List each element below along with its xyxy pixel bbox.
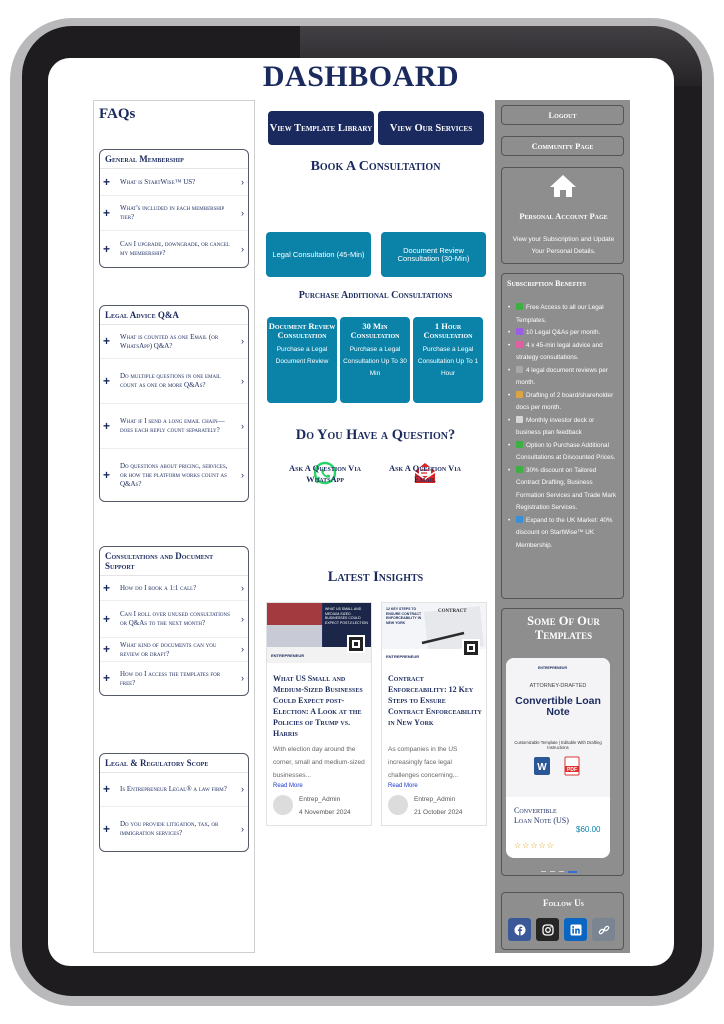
chevron-right-icon: ›: [241, 207, 244, 218]
instagram-icon[interactable]: [536, 918, 559, 941]
chevron-right-icon: ›: [241, 243, 244, 254]
chevron-right-icon: ›: [241, 582, 244, 593]
faq-group-title: General Membership: [100, 150, 248, 169]
faq-question[interactable]: + What kind of documents can you review or draft? ›: [100, 638, 248, 662]
plus-icon: +: [103, 241, 111, 256]
insight-date: 21 October 2024: [414, 809, 463, 816]
insight-card[interactable]: [266, 602, 372, 826]
template-subtitle: Customizable Template | Editable With Drafting Instructions: [514, 740, 602, 750]
document-review-button[interactable]: Document Review Consultation (30-Min): [381, 232, 486, 277]
plus-icon: +: [103, 373, 111, 388]
main-column: [254, 100, 495, 953]
facebook-icon[interactable]: [508, 918, 531, 941]
template-name[interactable]: Convertible Loan Note (US): [514, 806, 569, 825]
svg-text:PDF: PDF: [567, 767, 577, 773]
consult-document-review[interactable]: Document Review Consultation Purchase a Legal Document Review: [267, 317, 337, 403]
faq-group-title: Consultations and Document Support: [100, 547, 248, 576]
benefits-title: Subscription Benefits: [507, 279, 587, 288]
benefits-list: [502, 288, 623, 552]
plus-icon: +: [103, 611, 111, 626]
template-preview: [506, 658, 610, 797]
plus-icon: +: [103, 782, 111, 796]
faq-question[interactable]: + How do I access the templates for free? ›: [103, 669, 244, 687]
chevron-right-icon: ›: [241, 336, 244, 346]
faq-question[interactable]: + Can I roll over unused consultations or Q&As to the next month? ›: [100, 601, 248, 638]
benefit-icon: [516, 366, 523, 373]
view-services-button[interactable]: View Our Services: [378, 111, 484, 145]
read-more-link[interactable]: Read More: [388, 783, 418, 789]
faq-question[interactable]: + What's included in each membership tier? ›: [100, 196, 248, 231]
subscription-benefits: [501, 273, 624, 599]
insight-thumbnail: 12 KEY STEPS TO ENSURE CONTRACT ENFORCEABILITY IN NEW YORK CONTRACT ENTREPRENEUR: [382, 603, 486, 663]
word-icon: [532, 756, 552, 776]
pdf-icon: [562, 756, 582, 776]
chevron-right-icon: ›: [241, 823, 244, 834]
benefit-item: • Monthly investor deck or business plan feedback: [504, 415, 619, 440]
consult-1-hour[interactable]: 1 Hour Consultation Purchase a Legal Consultation Up To 1 Hour: [413, 317, 483, 403]
faq-question[interactable]: + Do multiple questions in one email count as one or more Q&As? ›: [100, 359, 248, 404]
template-tag: ATTORNEY-DRAFTED: [529, 683, 587, 689]
insight-excerpt: With election day around the corner, small and medium-sized businesses...: [273, 746, 365, 779]
insight-author: Entrep_Admin: [299, 796, 341, 803]
faq-question[interactable]: + Can I upgrade, downgrade, or cancel my membership? ›: [103, 240, 244, 257]
benefit-icon: [516, 516, 523, 523]
plus-icon: +: [103, 174, 111, 189]
benefit-icon: [516, 466, 523, 473]
plus-icon: +: [103, 467, 111, 482]
template-price: $60.00: [576, 825, 601, 834]
insight-author: Entrep_Admin: [414, 796, 456, 803]
avatar: [388, 795, 408, 815]
faq-question[interactable]: + What is StartWise™ US? ›: [100, 169, 248, 196]
follow-heading: Follow Us: [543, 898, 584, 908]
plus-icon: +: [103, 205, 111, 220]
benefit-item: • Expand to the UK Market: 40% discount on StartWise™ UK Membership.: [504, 515, 619, 553]
insights-heading: Latest Insights: [327, 569, 424, 585]
insight-thumbnail: WHAT US SMALL AND MEDIUM-SIZED BUSINESSES COULD EXPECT POST-ELECTION ENTREPRENEUR: [267, 603, 371, 663]
faq-group-consultations: [99, 546, 249, 696]
benefit-icon: [516, 303, 523, 310]
insight-title[interactable]: Contract Enforceability: 12 Key Steps to Ensure Contract Enforceability in New York: [388, 674, 482, 727]
carousel-dots[interactable]: [541, 871, 581, 873]
plus-icon: +: [103, 334, 111, 348]
ask-whatsapp-link[interactable]: Ask A Question Via WhatsApp: [289, 463, 361, 484]
chevron-right-icon: ›: [241, 176, 244, 187]
plus-icon: +: [103, 821, 111, 836]
chevron-right-icon: ›: [241, 420, 244, 431]
faq-question[interactable]: + Do questions about pricing, services, or how the platform works count as Q&As? ›: [103, 461, 244, 488]
purchase-heading: Purchase Additional Consultations: [298, 290, 453, 301]
benefit-icon: [516, 391, 523, 398]
link-icon[interactable]: [592, 918, 615, 941]
benefit-item: • 4 x 45-min legal advice and strategy consultations.: [504, 340, 619, 365]
account-desc: View your Subscription and Update Your Personal Details.: [512, 236, 615, 255]
benefit-item: • 30% discount on Tailored Contract Drafting, Business Formation Services and Trade Mark Registration Services.: [504, 465, 619, 515]
page-title: DASHBOARD: [262, 60, 460, 93]
avatar: [273, 795, 293, 815]
faq-group-title: Legal Advice Q&A: [100, 306, 248, 325]
insight-date: 4 November 2024: [299, 809, 351, 816]
question-heading: Do You Have a Question?: [295, 427, 456, 443]
benefit-item: • Option to Purchase Additional Consultations at Discounted Prices.: [504, 440, 619, 465]
insight-title[interactable]: What US Small and Medium-Sized Businesses Could Expect post-Election: A Look at the Policies of Trump vs. Harris: [273, 674, 363, 738]
template-card[interactable]: [506, 658, 610, 858]
rating-stars: ☆☆☆☆☆: [514, 841, 555, 850]
benefit-icon: [516, 328, 523, 335]
faq-question[interactable]: + What is counted as one Email (or WhatsApp) Q&A? ›: [100, 325, 248, 359]
plus-icon: +: [103, 580, 111, 595]
plus-icon: +: [103, 642, 111, 656]
plus-icon: +: [103, 671, 111, 685]
sidebar: [495, 100, 630, 953]
faq-group-legal-advice: [99, 305, 249, 502]
community-page-button[interactable]: Community Page: [501, 136, 624, 156]
benefit-icon: [516, 416, 523, 423]
insight-card[interactable]: [381, 602, 487, 826]
faq-question[interactable]: + How do I book a 1:1 call? ›: [100, 576, 248, 601]
faq-question[interactable]: + What if I send a long email chain—does each reply count separately? ›: [100, 404, 248, 449]
home-icon: [549, 174, 577, 198]
chevron-right-icon: ›: [241, 613, 244, 624]
plus-icon: +: [103, 418, 111, 433]
benefit-icon: [516, 441, 523, 448]
personal-account-card[interactable]: [501, 167, 624, 264]
read-more-link[interactable]: Read More: [273, 783, 303, 789]
faq-group-scope: [99, 753, 249, 852]
svg-text:W: W: [537, 762, 547, 773]
chevron-right-icon: ›: [241, 375, 244, 386]
benefit-item: • 10 Legal Q&As per month.: [504, 327, 619, 340]
faq-question[interactable]: + Do you provide litigation, tax, or immigration services? ›: [103, 820, 244, 837]
legal-consultation-button[interactable]: Legal Consultation (45-Min): [266, 232, 371, 277]
chevron-right-icon: ›: [241, 784, 244, 794]
consult-30-min[interactable]: 30 Min Consultation Purchase a Legal Consultation Up To 30 Min: [340, 317, 410, 403]
benefit-item: • Drafting of 2 board/shareholder docs per month.: [504, 390, 619, 415]
faq-question[interactable]: + Is Entrepreneur Legal® a law firm? ›: [100, 773, 248, 807]
chevron-right-icon: ›: [241, 673, 244, 683]
faq-column: [93, 100, 254, 953]
insight-excerpt: As companies in the US increasingly face legal challenges concerning...: [388, 746, 459, 779]
faq-heading: FAQs: [99, 106, 136, 122]
template-brand: ENTREPRENEUR: [538, 666, 567, 670]
ask-email-link[interactable]: Ask A Question Via Email: [389, 463, 461, 484]
book-consultation-heading: Book A Consultation: [310, 159, 441, 174]
logout-button[interactable]: Logout: [501, 105, 624, 125]
chevron-right-icon: ›: [241, 469, 244, 480]
benefit-icon: [516, 341, 523, 348]
chevron-right-icon: ›: [241, 644, 244, 654]
templates-heading: Some Of Our Templates: [527, 614, 600, 642]
linkedin-icon[interactable]: [564, 918, 587, 941]
template-big-title: Convertible Loan Note: [515, 695, 601, 718]
faq-group-title: Legal & Regulatory Scope: [100, 754, 248, 773]
account-title: Personal Account Page: [519, 211, 608, 221]
benefit-item: • Free Access to all our Legal Templates.: [504, 302, 619, 327]
screen: [48, 58, 674, 966]
view-template-library-button[interactable]: View Template Library: [268, 111, 374, 145]
faq-group-general: [99, 149, 249, 268]
benefit-item: • 4 legal document reviews per month.: [504, 365, 619, 390]
